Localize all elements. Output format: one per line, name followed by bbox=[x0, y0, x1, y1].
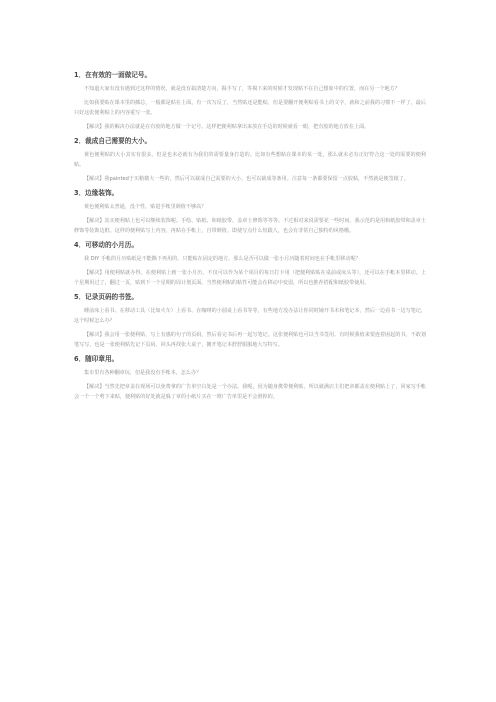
paragraph: 比如我要贴在课本里的插总，一般都是贴在上面，有一次写反了，当然贴还是能贴，但是要翻开便利贴看书上的文字，就和之前我的习惯不一样了。最后只好这张便利贴上的内容重写一张。 bbox=[74, 100, 426, 116]
paragraph: 睡前床上看书、在移动工具（比如火车）上看书、在咖啡的小圆桌上看书等等，有些地方没办法让你同时铺开书本和笔记本，然后一边看书一边写笔记，这个时候怎么办？ bbox=[74, 308, 426, 324]
paragraph: 【解决】用便利贴就办得。在便利贴上画一张小月历，不仅可以作为某个项目的每日打卡用（把便利贴贴在桌前或床头等），还可以在手帐本里移动。上个星期用过了，翻过一页，贴到下一个星期的周计划页面。当然便利贴的粘性可能会在移动中变弱，所以也推荐搭配和纸胶带使用。 bbox=[74, 270, 426, 286]
paragraph: 【解决】其实便利贴上也可以继续装饰呢。手绘、贴纸、和纸胶带、盖章士修饰等等等。不过相对来说需要花一些时间，我示范的是用和纸胶带和盖章士修饰等装饰边框。这样的便利贴写上内容，再贴在手帐上，自带颜值。即使写点什么短跟人，也会有非常自己独特的风格哦。 bbox=[74, 218, 426, 234]
paragraph: 黄色便利贴的大小其实有很多。但是也未必就有为我们的需要量身打造的。比如有些想贴在课本的某一处，那么就未必有正好符合这一处的需要的便利贴。 bbox=[74, 152, 426, 168]
section-4 bbox=[74, 240, 426, 288]
section-2 bbox=[74, 136, 426, 184]
section-1 bbox=[74, 70, 426, 132]
paragraph: 我 DIY 手帐的月历贴纸是不能撕下再用的，只能贴在固定的地方。那么是否可以做一张小月历随着时间也在手帐里移动呢？ bbox=[84, 256, 361, 262]
section-heading: 2．裁成自己需要的大小。 bbox=[74, 137, 152, 145]
paragraph: 黄色便利贴太普通，没个性，贴进手帐里颜值不够高？ bbox=[84, 204, 207, 210]
section-heading: 6．随印章用。 bbox=[74, 355, 119, 363]
section-heading: 1．在有效的一面做记号。 bbox=[74, 71, 152, 79]
section-heading: 3．边缘装饰。 bbox=[74, 189, 119, 197]
section-heading: 4．可移动的小月历。 bbox=[74, 241, 138, 249]
paragraph: 【解决】我painted于买稍微大一些的，然后可以裁成自己需要的大小。也可以裁成等条用。注意每一条都要保留一点胶粘，不然就是便签纸了。 bbox=[84, 176, 409, 182]
paragraph: 【解决】我的解决办法就是在有胶的地方做一个记号。这样把便利贴拿出来放在手边的时候就看一眼，把有胶的地方放在上面。 bbox=[84, 124, 370, 130]
section-heading: 5．记录页码的书签。 bbox=[74, 293, 138, 301]
paragraph: 【解决】当然先把章盖在现场可以免费拿的广告单空白处是一个办法。我呢，因为随身携带便利贴，所以就满店主们把章都盖在便利贴上了，回家写手帐会一个一个剪下来贴，便利贴的好处就是躲了章的小纸片买在一堆广告单里是不会滑掉的。 bbox=[74, 384, 426, 400]
paragraph: 【解决】我会用一张便利贴，写上有感的句子的页码，然后看完书后再一起写笔记。这张便利贴也可以当书签用。有时候我值来要连着困起的书，不敢划笔写写，也是一张便利贴先记下页码，回头再找张大桌子，摊开笔记本舒舒服服地大写特写。 bbox=[74, 332, 426, 348]
paragraph: 集市里有各种翻章玩，但是我没有手帐本，怎么办？ bbox=[84, 370, 202, 376]
section-6 bbox=[74, 354, 426, 402]
section-3 bbox=[74, 188, 426, 236]
section-5 bbox=[74, 292, 426, 350]
paragraph: 不知道大家有没有遇到过这样的情况，就是没有搞清楚方向，揭手写了，等揭下来的时候才发现贴不在自己想象中的位置，而在另一个地方？ bbox=[84, 86, 400, 92]
